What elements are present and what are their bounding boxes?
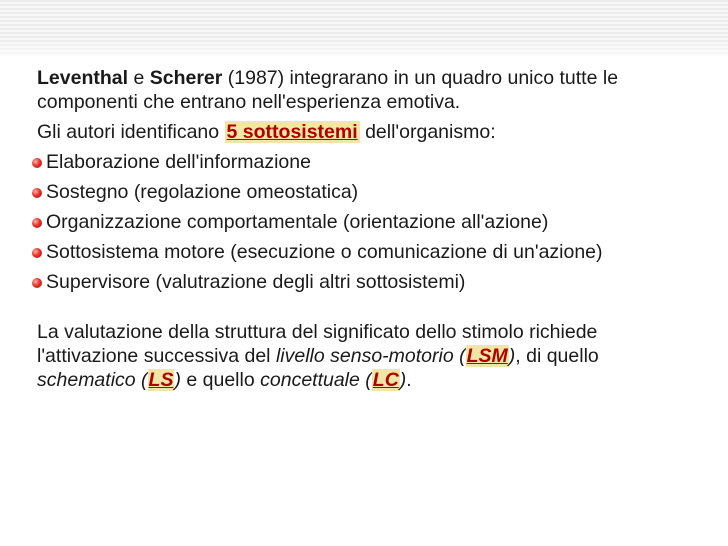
conjunction: e [128,67,150,89]
list-item [32,210,697,234]
list-item-text: Elaborazione dell'informazione [46,151,311,173]
term-concettuale: concettuale [260,369,360,391]
list-item-text: Supervisore (valutrazione degli altri sottosistemi) [46,271,466,293]
list-item [32,240,697,264]
paren-open: ( [359,369,372,391]
term-schematico: schematico [37,369,136,391]
bullet-icon [32,248,42,258]
bullet-icon [32,278,42,288]
identify-before: Gli autori identificano [37,121,225,143]
list-item-text: Sottosistema motore (esecuzione o comunicazione di un'azione) [46,241,603,263]
author-scherer: Scherer [149,67,223,89]
paren-open: ( [135,369,148,391]
intro-rest: (1987) integrarano in un quadro unico tutte le componenti che entrano nell'esperienza emotiva. [37,67,619,113]
list-item [32,270,697,294]
list-item-text: Organizzazione comportamentale (orientazione all'azione) [46,211,549,233]
list-item-text: Sostegno (regolazione omeostatica) [46,181,359,203]
bullet-icon [32,188,42,198]
abbr-lc: LC [372,369,399,391]
closing-end: . [406,369,412,391]
slide-content [37,66,697,392]
identify-paragraph [37,120,697,144]
paren-close: ) [399,369,407,391]
paren-close: ) [508,345,516,367]
closing-text-2: , di quello [515,345,599,367]
closing-text-3: e quello [180,369,261,391]
list-item [32,150,697,174]
intro-paragraph [37,66,697,114]
paren-close: ) [174,369,181,391]
author-leventhal: Leventhal [37,67,129,89]
abbr-lsm: LSM [466,345,508,367]
header-fade [0,40,728,64]
bullet-icon [32,218,42,228]
highlight-5-sottosistemi: 5 sottosistemi [226,121,358,143]
list-item [32,180,697,204]
bullet-icon [32,158,42,168]
closing-paragraph [37,320,697,392]
paren-open: ( [453,345,466,367]
closing-text-1: La valutazione della struttura del significato dello stimolo richiede l'attivazione successiva del [37,321,598,367]
abbr-ls: LS [148,369,174,391]
subsystem-list [37,150,697,294]
identify-after: dell'organismo: [359,121,496,143]
term-senso-motorio: livello senso-motorio [275,345,454,367]
